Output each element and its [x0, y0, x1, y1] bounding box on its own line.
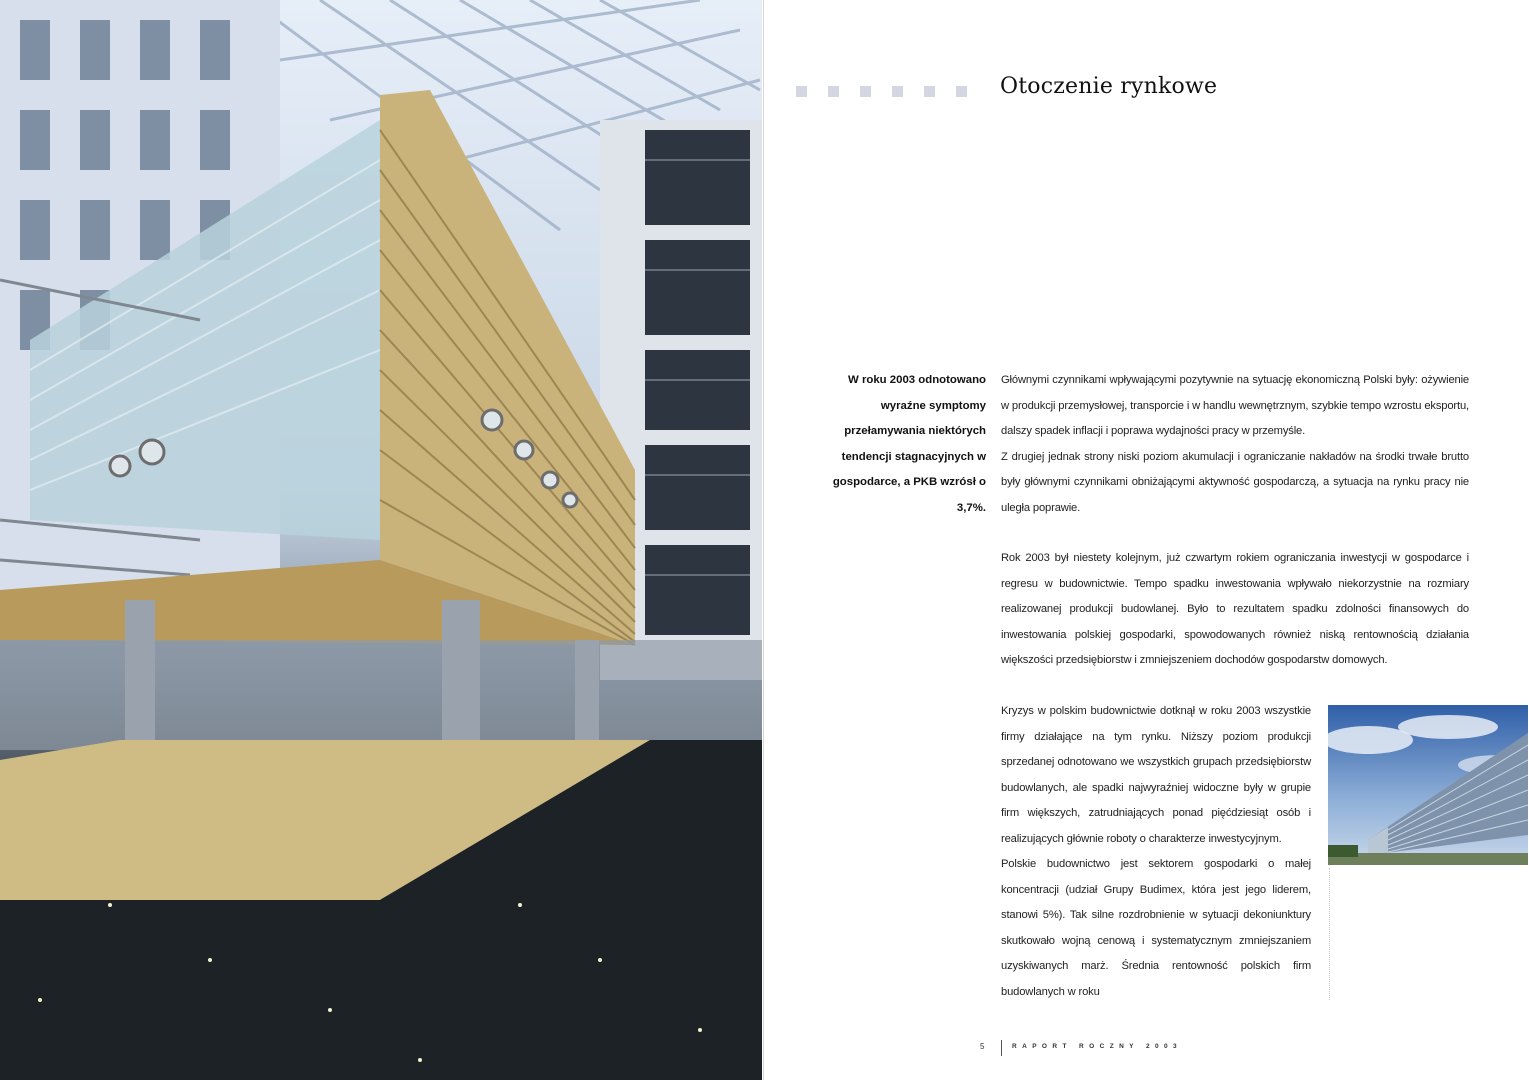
section-construction-crisis — [1001, 699, 1311, 1005]
atrium-illustration — [0, 0, 762, 1080]
square-marker — [892, 86, 903, 97]
footer-divider — [1001, 1040, 1002, 1056]
heading-decoration — [796, 76, 988, 106]
text-page — [763, 0, 1529, 1080]
footer-label: RAPORT ROCZNY 2003 — [1012, 1043, 1183, 1050]
paragraph: Z drugiej jednak strony niski poziom akumulacji i ograniczanie nakładów na środki trwałe brutto były głównymi czynnikami obniżającymi aktywność gospodarczą, a sytuacja na rynku pracy nie uległa poprawie. — [1001, 450, 1469, 514]
square-marker — [796, 86, 807, 97]
office-building-photo — [1328, 705, 1528, 865]
page-title: Otoczenie rynkowe — [1000, 74, 1218, 99]
square-marker — [828, 86, 839, 97]
paragraph: Głównymi czynnikami wpływającymi pozytywnie na sytuację ekonomiczną Polski były: ożywienie w produkcji przemysłowej, transporcie i w handlu wewnętrznym, szybkie tempo wzrostu eksportu, dalszy spadek inflacji i poprawa wydajności pracy w przemyśle. — [1001, 374, 1469, 437]
square-marker — [956, 86, 967, 97]
lower-glazing — [0, 640, 762, 750]
paragraph: Rok 2003 był niestety kolejnym, już czwartym rokiem ograniczania inwestycji w gospodarce i regresu w budownictwie. Tempo spadku inwestowania wpływało niekorzystnie na rozmiary realizowanej produkcji budowlanej. Było to rezultatem spadku zdolności finansowych do inwestowania polskiej gospodarki, spowodowanych również niską rentownością działania większości przedsiębiorstw i zmniejszeniem dochodów gospodarstw domowych. — [1001, 552, 1469, 666]
office-building-illustration — [1328, 705, 1528, 865]
section-economy — [1001, 368, 1469, 521]
square-marker — [924, 86, 935, 97]
dotted-divider — [1329, 868, 1330, 1000]
side-note: W roku 2003 odnotowano wyraźne symptomy przełamywania niektórych tendencji stagnacyjnych w gospodarce, a PKB wzrósł o 3,7%. — [832, 374, 986, 514]
paragraph: Kryzys w polskim budownictwie dotknął w roku 2003 wszystkie firmy działające na tym rynku. Niższy poziom produkcji sprzedanej odnotowano we wszystkich grupach przedsiębiorstw budowlanych, ale spadki najwyraźniej widoczne były w grupie firm większych, zatrudniających ponad pięćdziesiąt osób i realizujących głównie roboty o charakterze inwestycyjnym. — [1001, 705, 1311, 845]
square-marker — [860, 86, 871, 97]
paragraph: Polskie budownictwo jest sektorem gospodarki o małej koncentracji (udział Grupy Budimex, która jest jego liderem, stanowi 5%). Tak silne rozdrobnienie w sytuacji dekoniunktury skutkowało wojną cenową i systematycznym zmniejszaniem uzyskiwanych marż. Średnia rentowność polskich firm budowlanych w roku — [1001, 858, 1311, 998]
wooden-box-side — [380, 90, 635, 645]
page-number: 5 — [980, 1042, 985, 1051]
atrium-photo — [0, 0, 762, 1080]
section-investment — [1001, 546, 1469, 674]
